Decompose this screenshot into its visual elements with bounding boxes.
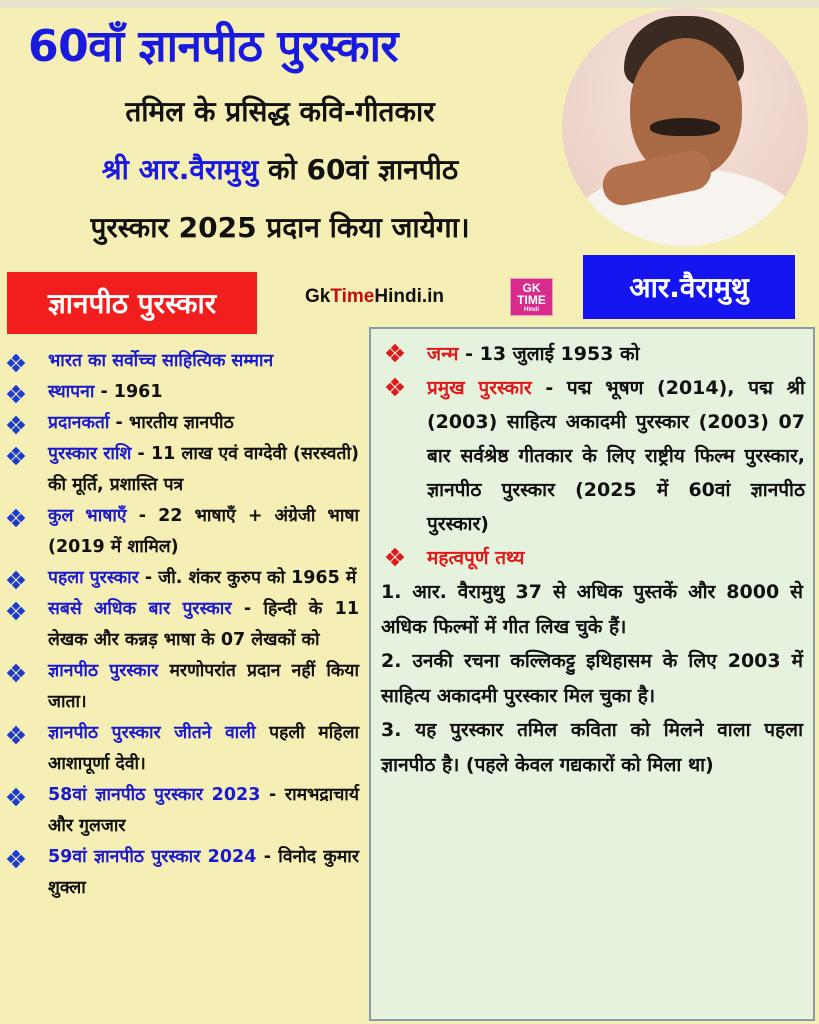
list-item-key: पुरस्कार राशि [48,444,132,464]
profile-item-key: प्रमुख पुरस्कार [427,377,532,399]
diamond-bullet-icon [8,355,24,371]
list-item [0,563,365,594]
site-name-suffix: Hindi.in [374,286,445,307]
list-item-key: स्थापना [48,382,95,402]
list-item-key: सबसे अधिक बार पुरस्कार [48,599,232,619]
list-item-key: कुल भाषाएँ [48,506,127,526]
page-title: 60वाँ ज्ञानपीठ पुरस्कार [28,21,398,72]
list-item-value: - विनोद कुमार शुक्ला [48,847,359,898]
diamond-bullet-icon [8,603,24,619]
list-item-value: - जी. शंकर कुरुप को 1965 में [138,568,357,588]
logo-line-2: TIME [517,293,546,307]
list-item-key: 58वां ज्ञानपीठ पुरस्कार 2023 [48,785,261,805]
profile-item-key: महत्वपूर्ण तथ्य [427,547,525,569]
list-item-value: पहली महिला आशापूर्णा देवी। [48,723,359,774]
top-strip [0,0,819,8]
list-item [0,656,365,718]
diamond-bullet-icon [8,727,24,743]
subtitle-line-1: तमिल के प्रसिद्ध कवि-गीतकार [125,95,435,128]
list-item [0,594,365,656]
list-item-key: प्रदानकर्ता [48,413,110,433]
diamond-bullet-icon [387,345,403,361]
list-item-key: ज्ञानपीठ पुरस्कार जीतने वाली [48,723,256,743]
logo-line-1: GK [522,281,541,295]
jnanpith-award-banner: ज्ञानपीठ पुरस्कार [7,272,257,334]
list-item [0,780,365,842]
list-item [0,842,365,904]
list-item-key: ज्ञानपीठ पुरस्कार [48,661,159,681]
list-item-value: - 22 भाषाएँ + अंग्रेजी भाषा (2019 में शामिल) [48,506,360,557]
list-item-key: पहला पुरस्कार [48,568,139,588]
diamond-bullet-icon [8,572,24,588]
subtitle-line-2 [0,150,560,188]
fact-paragraph: 2. उनकी रचना कल्लिकट्टु इथिहासम के लिए 2003 में साहित्य अकादमी पुरस्कार मिल चुका है। [381,650,803,707]
list-item [0,501,365,563]
award-facts-list [0,346,365,904]
list-item-key: 59वां ज्ञानपीठ पुरस्कार 2024 [48,847,257,867]
site-name-prefix: Gk [305,286,331,307]
diamond-bullet-icon [8,789,24,805]
profile-item-value: - 13 जुलाई 1953 को [458,343,640,365]
awardee-name: श्री आर.वैरामुथु [101,153,259,186]
awardee-name-banner: आर.वैरामुथु [583,255,795,319]
fact-paragraph: 3. यह पुरस्कार तमिल कविता को मिलने वाला पहला ज्ञानपीठ है। (पहले केवल गद्यकारों को मिला था) [381,719,803,776]
list-item-value: - 11 लाख एवं वाग्देवी (सरस्वती) की मूर्ति, प्रशास्ति पत्र [48,444,360,495]
list-item-key: भारत का सर्वोच्च साहित्यिक सम्मान [48,351,274,371]
portrait-mustache [650,118,720,136]
list-item-value: - भारतीय ज्ञानपीठ [109,413,234,433]
awardee-profile-box [369,327,815,1021]
list-item-value: - 1961 [94,382,163,402]
profile-item-awards [381,371,805,541]
subtitle-line-2-rest: को 60वां ज्ञानपीठ [258,153,459,186]
gktime-logo-icon [510,278,553,316]
awardee-portrait [562,8,808,246]
list-item [0,377,365,408]
list-item [0,408,365,439]
subtitle-line-3: पुरस्कार 2025 प्रदान किया जायेगा। [90,211,470,244]
diamond-bullet-icon [8,386,24,402]
list-item-value: - रामभद्राचार्य और गुलजार [48,785,359,836]
profile-item-facts-heading [381,541,805,575]
list-item-value: मरणोपरांत प्रदान नहीं किया जाता। [48,661,359,712]
diamond-bullet-icon [387,379,403,395]
profile-item-value: - पद्म भूषण (2014), पद्म श्री (2003) साहित्य अकादमी पुरस्कार (2003) 07 बार सर्वश्रेष्ठ गीतकार के लिए राष्ट्रीय फिल्म पुरस्कार, ज्ञानपीठ पुरस्कार (2025 में 60वां ज्ञानपीठ पुरस्कार) [427,377,805,535]
profile-item-birth [381,337,805,371]
profile-item-key: जन्म [427,343,459,365]
list-item [0,346,365,377]
diamond-bullet-icon [387,549,403,565]
logo-line-3: Hindi [524,307,539,313]
diamond-bullet-icon [8,417,24,433]
fact-paragraph: 1. आर. वैरामुथु 37 से अधिक पुस्तकें और 8000 से अधिक फिल्मों में गीत लिख चुके हैं। [381,581,803,638]
diamond-bullet-icon [8,851,24,867]
site-name-link[interactable] [305,286,444,308]
diamond-bullet-icon [8,510,24,526]
site-name-highlight: Time [330,286,375,307]
list-item [0,439,365,501]
list-item [0,718,365,780]
list-item-value: - हिन्दी के 11 लेखक और कन्नड़ भाषा के 07 लेखकों को [48,599,359,650]
diamond-bullet-icon [8,665,24,681]
diamond-bullet-icon [8,448,24,464]
